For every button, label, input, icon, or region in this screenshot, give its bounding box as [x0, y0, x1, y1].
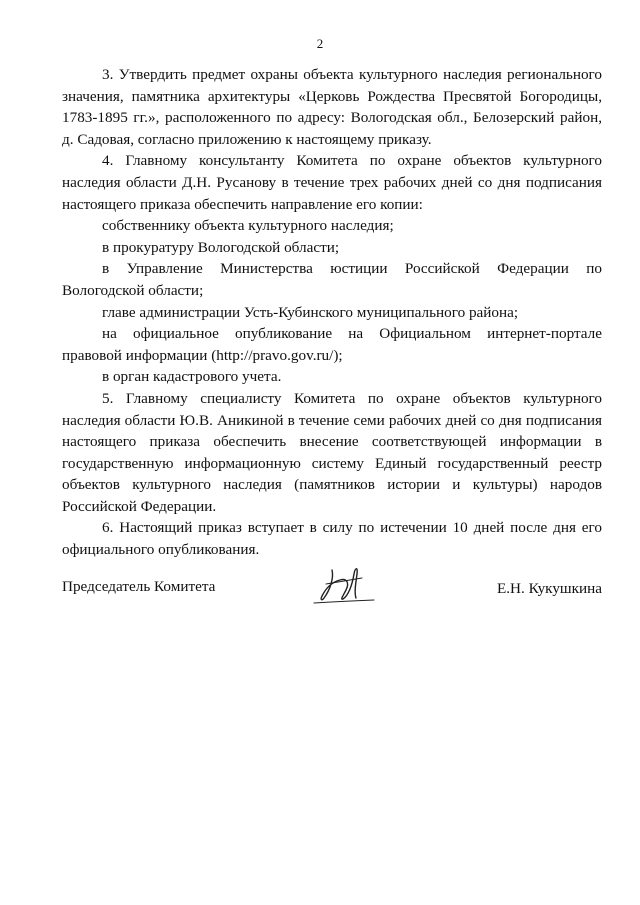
- handwritten-signature: [310, 560, 380, 608]
- recipient-prosecutor: в прокуратуру Вологодской области;: [102, 238, 340, 256]
- recipient-owner: собственнику объекта культурного наследия;: [102, 217, 394, 235]
- signer-title: Председатель Комитета: [62, 578, 216, 595]
- recipient-justice-ministry: в Управление Министерства юстиции Российской Федерации по Вологодской области;: [62, 260, 602, 299]
- paragraph-3: 3. Утвердить предмет охраны объекта культурного наследия регионального значения, памятника архитектуры «Церковь Рождества Пресвятой Богородицы, 1783-1895 гг.», расположенного по адресу: Вологодская обл., Белозерский район, д. Садовая, согласно приложению к настоящему приказу.: [62, 66, 602, 148]
- recipient-district-head: главе администрации Усть-Кубинского муниципального района;: [102, 303, 519, 321]
- page-number: 2: [316, 36, 324, 51]
- recipient-cadastre: в орган кадастрового учета.: [102, 368, 282, 386]
- signer-name: Е.Н. Кукушкина: [496, 580, 602, 597]
- document-body: [62, 64, 602, 561]
- recipient-publication: на официальное опубликование на Официальном интернет-портале правовой информации (http://pravo.gov.ru/);: [62, 325, 602, 364]
- paragraph-5: 5. Главному специалисту Комитета по охране объектов культурного наследия области Ю.В. Аникиной в течение семи рабочих дней со дня подписания настоящего приказа обеспечить внесение соответствующей информации в государственную информационную систему Единый государственный реестр объектов культурного наследия (памятников истории и культуры) народов Российской Федерации.: [62, 389, 602, 515]
- paragraph-4: 4. Главному консультанту Комитета по охране объектов культурного наследия области Д.Н. Русанову в течение трех рабочих дней со дня подписания настоящего приказа обеспечить направление его копии:: [62, 152, 602, 213]
- signature-block: [62, 572, 602, 612]
- paragraph-6: 6. Настоящий приказ вступает в силу по истечении 10 дней после дня его официального опубликования.: [62, 519, 602, 559]
